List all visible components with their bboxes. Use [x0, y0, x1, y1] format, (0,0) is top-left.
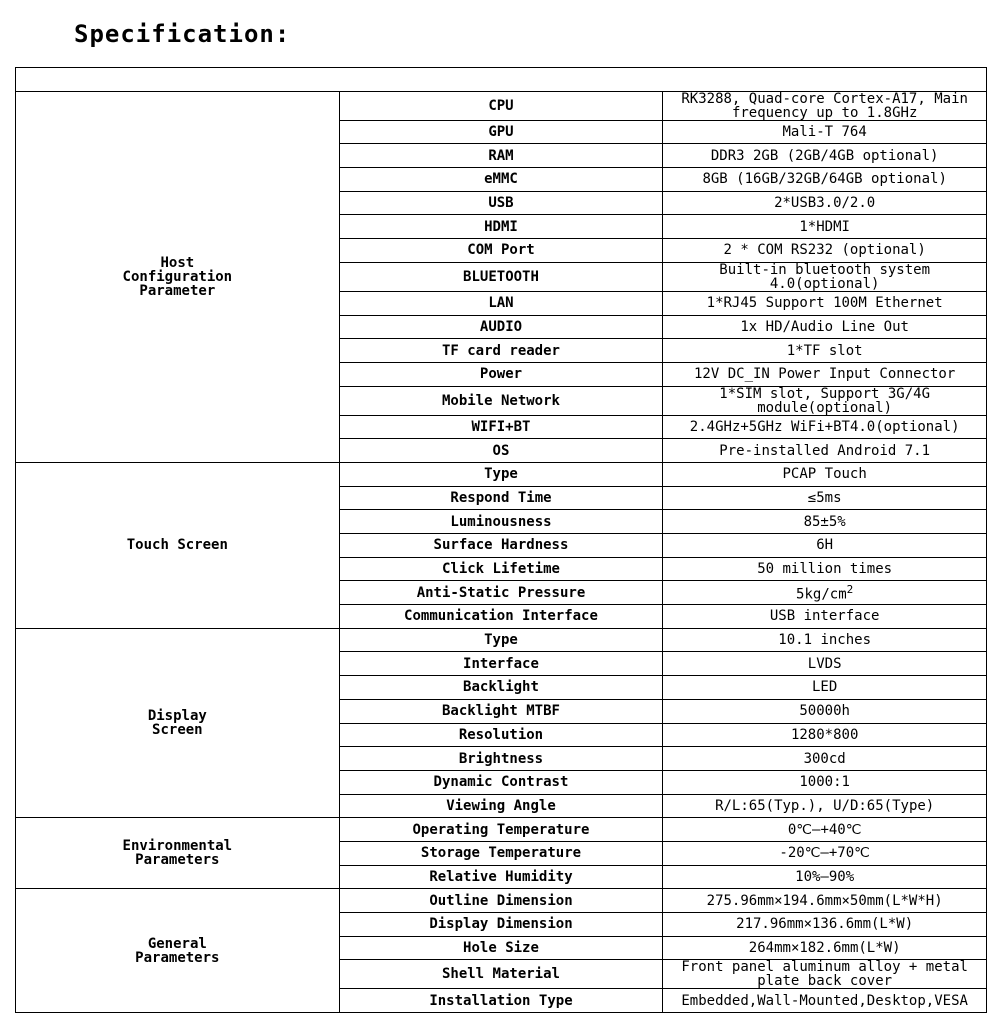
value-cell: DDR3 2GB (2GB/4GB optional) [663, 144, 987, 168]
param-cell: AUDIO [339, 315, 663, 339]
param-cell: Type [339, 462, 663, 486]
spec-table [15, 67, 987, 1013]
value-cell: USB interface [663, 605, 987, 629]
value-cell: 50000h [663, 699, 987, 723]
category-cell: General Parameters [16, 889, 340, 1013]
param-cell: Shell Material [339, 960, 663, 989]
param-cell: Luminousness [339, 510, 663, 534]
value-cell: 6H [663, 534, 987, 558]
value-cell: -20℃—+70℃ [663, 841, 987, 865]
spec-row [16, 889, 987, 913]
param-cell: USB [339, 191, 663, 215]
spec-row [16, 818, 987, 842]
param-cell: CPU [339, 91, 663, 120]
value-cell [663, 581, 987, 605]
value-cell: 1*SIM slot, Support 3G/4G module(optional) [663, 386, 987, 415]
value-cell: PCAP Touch [663, 462, 987, 486]
value-cell: 264mm×182.6mm(L*W) [663, 936, 987, 960]
value-cell: 217.96mm×136.6mm(L*W) [663, 913, 987, 937]
category-cell: Display Screen [16, 628, 340, 818]
value-text: 5kg/cm [796, 586, 847, 603]
value-cell: 1280*800 [663, 723, 987, 747]
param-cell: RAM [339, 144, 663, 168]
value-cell: Front panel aluminum alloy + metal plate back cover [663, 960, 987, 989]
value-cell: 50 million times [663, 557, 987, 581]
spec-row [16, 628, 987, 652]
value-cell: 300cd [663, 747, 987, 771]
value-superscript: 2 [846, 582, 854, 596]
value-cell: 85±5% [663, 510, 987, 534]
param-cell: COM Port [339, 239, 663, 263]
param-cell: Backlight MTBF [339, 699, 663, 723]
value-cell: 1*TF slot [663, 339, 987, 363]
value-cell: 275.96mm×194.6mm×50mm(L*W*H) [663, 889, 987, 913]
value-cell: Built-in bluetooth system 4.0(optional) [663, 262, 987, 291]
value-cell: 8GB (16GB/32GB/64GB optional) [663, 168, 987, 192]
category-cell: Environmental Parameters [16, 818, 340, 889]
param-cell: HDMI [339, 215, 663, 239]
value-cell: LED [663, 676, 987, 700]
param-cell: Dynamic Contrast [339, 770, 663, 794]
param-cell: Viewing Angle [339, 794, 663, 818]
param-cell: Communication Interface [339, 605, 663, 629]
param-cell: Operating Temperature [339, 818, 663, 842]
value-cell: 1000:1 [663, 770, 987, 794]
value-cell: 2 * COM RS232 (optional) [663, 239, 987, 263]
value-cell: 2*USB3.0/2.0 [663, 191, 987, 215]
param-cell: eMMC [339, 168, 663, 192]
param-cell: TF card reader [339, 339, 663, 363]
value-cell: R/L:65(Typ.), U/D:65(Type) [663, 794, 987, 818]
spec-row [16, 462, 987, 486]
param-cell: Mobile Network [339, 386, 663, 415]
param-cell: Backlight [339, 676, 663, 700]
param-cell: Outline Dimension [339, 889, 663, 913]
param-cell: Interface [339, 652, 663, 676]
value-cell: Mali-T 764 [663, 120, 987, 144]
param-cell: WIFI+BT [339, 415, 663, 439]
param-cell: LAN [339, 291, 663, 315]
param-cell: OS [339, 439, 663, 463]
category-cell: Host Configuration Parameter [16, 91, 340, 462]
value-cell: 1*HDMI [663, 215, 987, 239]
param-cell: Relative Humidity [339, 865, 663, 889]
param-cell: Installation Type [339, 989, 663, 1013]
param-cell: BLUETOOTH [339, 262, 663, 291]
param-cell: Anti-Static Pressure [339, 581, 663, 605]
value-cell: LVDS [663, 652, 987, 676]
param-cell: Brightness [339, 747, 663, 771]
spec-table-body [16, 68, 987, 1013]
value-cell: ≤5ms [663, 486, 987, 510]
value-cell: 10.1 inches [663, 628, 987, 652]
param-cell: Storage Temperature [339, 841, 663, 865]
param-cell: GPU [339, 120, 663, 144]
value-cell: 1x HD/Audio Line Out [663, 315, 987, 339]
value-cell: Embedded,Wall-Mounted,Desktop,VESA [663, 989, 987, 1013]
value-cell: RK3288, Quad-core Cortex-A17, Main frequency up to 1.8GHz [663, 91, 987, 120]
value-cell: 1*RJ45 Support 100M Ethernet [663, 291, 987, 315]
param-cell: Power [339, 362, 663, 386]
value-cell: 10%—90% [663, 865, 987, 889]
spec-row [16, 91, 987, 120]
value-cell: 2.4GHz+5GHz WiFi+BT4.0(optional) [663, 415, 987, 439]
header-row [16, 68, 987, 92]
param-cell: Display Dimension [339, 913, 663, 937]
param-cell: Resolution [339, 723, 663, 747]
value-cell: 12V DC_IN Power Input Connector [663, 362, 987, 386]
category-cell: Touch Screen [16, 462, 340, 628]
param-cell: Surface Hardness [339, 534, 663, 558]
param-cell: Respond Time [339, 486, 663, 510]
param-cell: Type [339, 628, 663, 652]
param-cell: Hole Size [339, 936, 663, 960]
page-title: Specification: [74, 20, 291, 48]
value-cell: 0℃—+40℃ [663, 818, 987, 842]
header-cell [16, 68, 987, 92]
value-cell: Pre-installed Android 7.1 [663, 439, 987, 463]
param-cell: Click Lifetime [339, 557, 663, 581]
